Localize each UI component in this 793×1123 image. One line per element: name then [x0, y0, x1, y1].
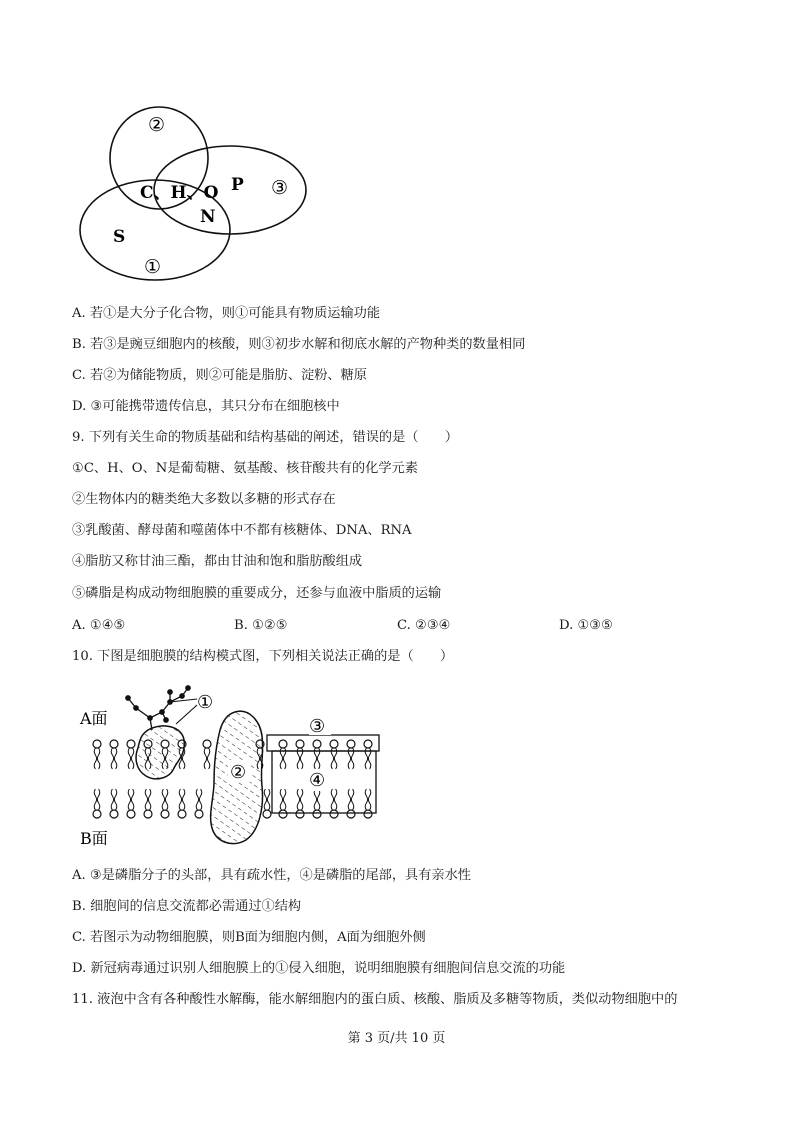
q9-statement-1: ①C、H、O、N是葡萄糖、氨基酸、核苷酸共有的化学元素 — [72, 461, 418, 476]
q10-option-d: D. 新冠病毒通过识别人细胞膜上的①侵入细胞，说明细胞膜有细胞间信息交流的功能 — [72, 961, 566, 976]
q9-option-c: C. ②③④ — [397, 618, 451, 633]
q9-stem: 9. 下列有关生命的物质基础和结构基础的阐述，错误的是（ ） — [72, 430, 459, 445]
venn-label-p: P — [231, 175, 244, 195]
membrane-label-2: ② — [230, 762, 247, 783]
sugar-chain — [126, 686, 190, 730]
membrane-diagram — [70, 682, 390, 854]
membrane-label-4: ④ — [309, 770, 326, 791]
side-b-label: B面 — [80, 829, 108, 848]
q8-option-d: D. ③可能携带遗传信息，其只分布在细胞核中 — [72, 399, 340, 414]
venn-label-1: ① — [144, 256, 162, 278]
venn-label-n: N — [200, 207, 216, 227]
page-footer: 第 3 页/共 10 页 — [347, 1031, 446, 1046]
q9-statement-4: ④脂肪又称甘油三酯，都由甘油和饱和脂肪酸组成 — [72, 554, 363, 569]
q10-stem: 10. 下图是细胞膜的结构模式图，下列相关说法正确的是（ ） — [72, 649, 454, 664]
q10-option-c: C. 若图示为动物细胞膜，则B面为细胞内侧，A面为细胞外侧 — [72, 930, 426, 945]
venn-label-s: S — [113, 227, 126, 247]
membrane-label-3: ③ — [309, 716, 326, 737]
q10-option-b: B. 细胞间的信息交流都必需通过①结构 — [72, 899, 302, 914]
q8-option-c: C. 若②为储能物质，则②可能是脂肪、淀粉、糖原 — [72, 368, 367, 383]
q8-option-b: B. 若③是豌豆细胞内的核酸，则③初步水解和彻底水解的产物种类的数量相同 — [72, 337, 526, 352]
q8-option-a: A. 若①是大分子化合物，则①可能具有物质运输功能 — [72, 306, 381, 321]
venn-label-center: C、H、O — [140, 183, 219, 203]
q10-option-a: A. ③是磷脂分子的头部，具有疏水性，④是磷脂的尾部，具有亲水性 — [72, 868, 471, 883]
q11-stem: 11. 液泡中含有各种酸性水解酶，能水解细胞内的蛋白质、核酸、脂质及多糖等物质，类似动物细胞中的 — [72, 992, 678, 1007]
venn-diagram — [78, 98, 328, 288]
q9-statement-5: ⑤磷脂是构成动物细胞膜的重要成分，还参与血液中脂质的运输 — [72, 586, 442, 601]
q9-option-b: B. ①②⑤ — [234, 618, 288, 633]
side-a-label: A面 — [80, 709, 108, 728]
q9-option-a: A. ①④⑤ — [72, 618, 126, 633]
q9-option-d: D. ①③⑤ — [559, 618, 613, 633]
venn-label-3: ③ — [271, 177, 289, 199]
glycoprotein — [136, 726, 184, 779]
q9-statement-2: ②生物体内的糖类绝大多数以多糖的形式存在 — [72, 492, 336, 507]
venn-label-2: ② — [148, 114, 166, 136]
membrane-label-1: ① — [197, 692, 214, 713]
q9-statement-3: ③乳酸菌、酵母菌和噬菌体中不都有核糖体、DNA、RNA — [72, 523, 412, 538]
